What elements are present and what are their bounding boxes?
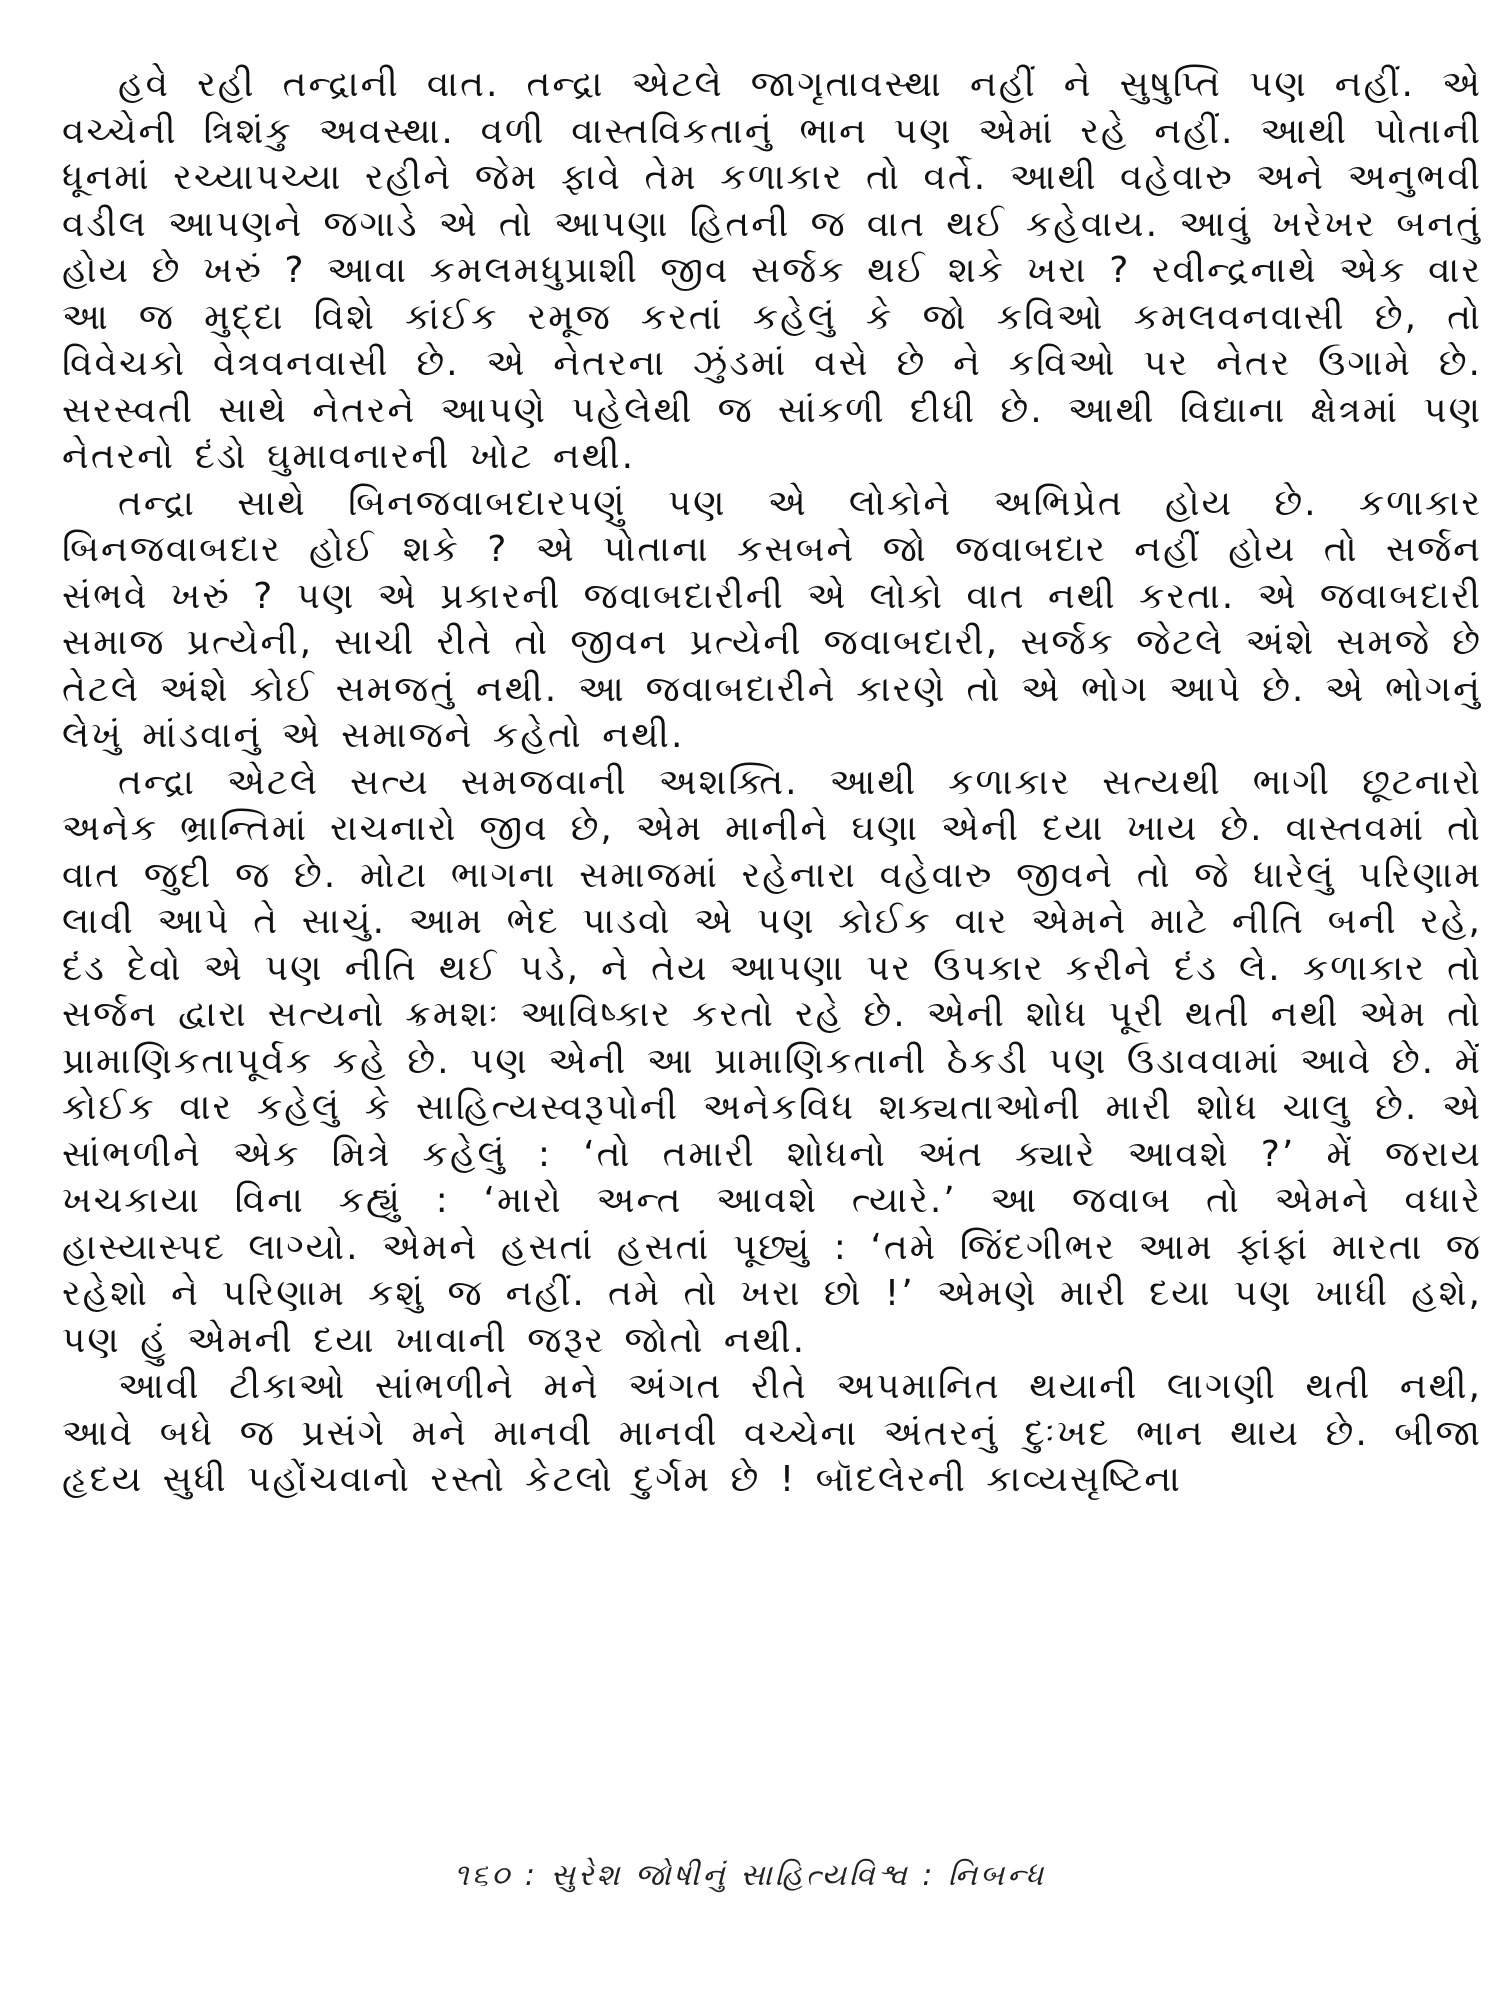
document-page (62, 62, 1482, 1942)
paragraph-4: આવી ટીકાઓ સાંભળીને મને અંગત રીતે અપમાનિત થયાની લાગણી થતી નથી, આવે બધે જ પ્રસંગે મને માનવી માનવી વચ્ચેના અંતરનું દુઃખદ ભાન થાય છે. બીજા હૃદય સુધી પહોંચવાનો રસ્તો કેટલો દુર્ગમ છે ! બૉદલેરની કાવ્યસૃષ્ટિના (62, 1366, 1482, 1500)
paragraph-1: હવે રહી તન્દ્રાની વાત. તન્દ્રા એટલે જાગૃતાવસ્થા નહીં ને સુષુપ્તિ પણ નહીં. એ વચ્ચેની ત્રિશંકુ અવસ્થા. વળી વાસ્તવિકતાનું ભાન પણ એમાં રહે નહીં. આથી પોતાની ધૂનમાં રચ્યાપચ્યા રહીને જેમ ફાવે તેમ કળાકાર તો વર્તે. આથી વહેવારુ અને અનુભવી વડીલ આપણને જગાડે એ તો આપણા હિતની જ વાત થઈ કહેવાય. આવું ખરેખર બનતું હોય છે ખરું ? આવા કમલમધુપ્રાશી જીવ સર્જક થઈ શકે ખરા ? રવીન્દ્રનાથે એક વાર આ જ મુદ્દા વિશે કાંઈક રમૂજ કરતાં કહેલું કે જો કવિઓ કમલવનવાસી છે, તો વિવેચકો વેત્રવનવાસી છે. એ નેતરના ઝુંડમાં વસે છે ને કવિઓ પર નેતર ઉગામે છે. સરસ્વતી સાથે નેતરને આપણે પહેલેથી જ સાંકળી દીધી છે. આથી વિદ્યાના ક્ષેત્રમાં પણ નેતરનો દંડો ઘુમાવનારની ખોટ નથી. (62, 64, 1482, 477)
page-footer: ૧૬૦ : સુરેશ જોષીનું સાહિત્યવિશ્વ : નિબન્ધ (453, 1858, 1047, 1893)
paragraph-3: તન્દ્રા એટલે સત્ય સમજવાની અશક્તિ. આથી કળાકાર સત્યથી ભાગી છૂટનારો અનેક ભ્રાન્તિમાં રાચનારો જીવ છે, એમ માનીને ઘણા એની દયા ખાય છે. વાસ્તવમાં તો વાત જુદી જ છે. મોટા ભાગના સમાજમાં રહેનારા વહેવારુ જીવને તો જે ધારેલું પરિણામ લાવી આપે તે સાચું. આમ ભેદ પાડવો એ પણ કોઈક વાર એમને માટે નીતિ બની રહે, દંડ દેવો એ પણ નીતિ થઈ પડે, ને તેય આપણા પર ઉપકાર કરીને દંડ લે. કળાકાર તો સર્જન દ્વારા સત્યનો ક્રમશઃ આવિષ્કાર કરતો રહે છે. એની શોધ પૂરી થતી નથી એમ તો પ્રામાણિકતાપૂર્વક કહે છે. પણ એની આ પ્રામાણિકતાની ઠેકડી પણ ઉડાવવામાં આવે છે. મેં કોઈક વાર કહેલું કે સાહિત્યસ્વરૂપોની અનેકવિધ શક્યતાઓની મારી શોધ ચાલુ છે. એ સાંભળીને એક મિત્રે કહેલું : ‘તો તમારી શોધનો અંત ક્યારે આવશે ?’ મેં જરાય ખચકાયા વિના કહ્યું : ‘મારો અન્ત આવશે ત્યારે.’ આ જવાબ તો એમને વધારે હાસ્યાસ્પદ લાગ્યો. એમને હસતાં હસતાં પૂછ્યું : ‘તમે જિંદગીભર આમ ફાંફાં મારતા જ રહેશો ને પરિણામ કશું જ નહીં. તમે તો ખરા છો !’ એમણે મારી દયા પણ ખાધી હશે, પણ હું એમની દયા ખાવાની જરૂર જોતો નથી. (62, 761, 1482, 1361)
paragraph-2: તન્દ્રા સાથે બિનજવાબદારપણું પણ એ લોકોને અભિપ્રેત હોય છે. કળાકાર બિનજવાબદાર હોઈ શકે ? એ પોતાના કસબને જો જવાબદાર નહીં હોય તો સર્જન સંભવે ખરું ? પણ એ પ્રકારની જવાબદારીની એ લોકો વાત નથી કરતા. એ જવાબદારી સમાજ પ્રત્યેની, સાચી રીતે તો જીવન પ્રત્યેની જવાબદારી, સર્જક જેટલે અંશે સમજે છે તેટલે અંશે કોઈ સમજતું નથી. આ જવાબદારીને કારણે તો એ ભોગ આપે છે. એ ભોગનું લેખું માંડવાનું એ સમાજને કહેતો નથી. (62, 482, 1482, 756)
